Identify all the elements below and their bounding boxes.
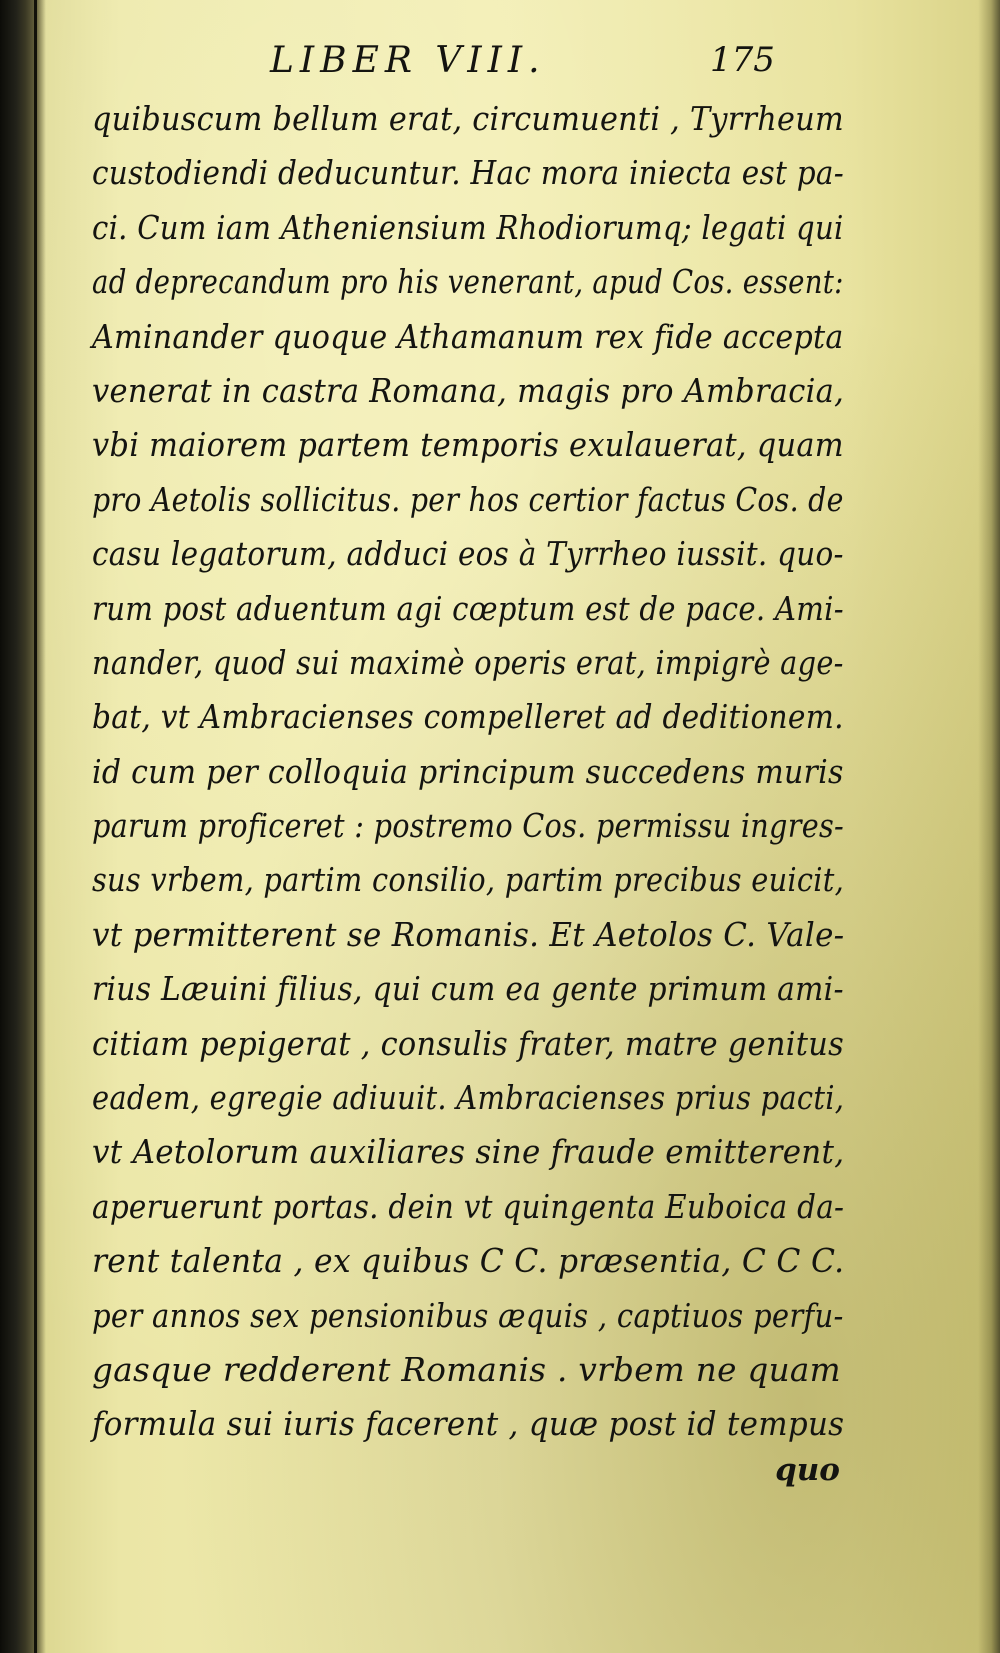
text-line: custodiendi deducuntur. Hac mora iniecta est pa- — [92, 153, 844, 193]
text-line: quibuscum bellum erat, circumuenti , Tyrrheum — [92, 99, 844, 138]
text-line: pro Aetolis sollicitus. per hos certior factus Cos. de — [92, 479, 844, 519]
text-line: vt Aetolorum auxiliares sine fraude emitterent, — [92, 1132, 845, 1172]
page-gutter-line — [34, 0, 37, 1653]
text-line: rum post aduentum agi cœptum est de pace. Ami- — [92, 588, 844, 628]
text-line: casu legatorum, adduci eos à Tyrrheo iussit. quo- — [92, 534, 844, 574]
text-line: parum proficeret : postremo Cos. permissu ingres- — [92, 806, 844, 846]
running-head: LIBER VIII. — [270, 40, 546, 81]
text-line: eadem, egregie adiuuit. Ambracienses prius pacti, — [92, 1078, 845, 1118]
text-line: vt permitterent se Romanis. Et Aetolos C. Vale- — [92, 914, 845, 954]
text-line: ci. Cum iam Atheniensium Rhodiorumq; legati qui — [92, 207, 844, 247]
text-line: nander, quod sui maximè operis erat, impigrè age- — [92, 642, 844, 682]
body-text — [92, 92, 852, 1452]
binding-shadow — [0, 0, 46, 1653]
text-line: citiam pepigerat , consulis frater, matre genitus — [92, 1023, 845, 1063]
page-header — [70, 40, 840, 88]
text-line: rius Læuini filius, qui cum ea gente primum ami- — [92, 969, 844, 1009]
text-line: aperuerunt portas. dein vt quingenta Euboica da- — [92, 1186, 845, 1226]
catchword: quo — [775, 1452, 840, 1488]
text-line: vbi maiorem partem temporis exulauerat, quam — [92, 425, 844, 465]
text-line: gasque redderent Romanis . vrbem ne quam — [92, 1349, 841, 1389]
text-line: id cum per colloquia principum succedens muris — [92, 751, 844, 791]
text-line: sus vrbem, partim consilio, partim precibus euicit, — [92, 860, 845, 900]
text-line: venerat in castra Romana, magis pro Ambracia, — [92, 370, 845, 410]
text-line: rent talenta , ex quibus C C. præsentia, C C C. — [92, 1241, 845, 1281]
text-line: Aminander quoque Athamanum rex fide accepta — [92, 316, 844, 356]
text-line: per annos sex pensionibus æquis , captiuos perfu- — [92, 1295, 844, 1335]
page-number: 175 — [710, 40, 775, 80]
text-line: ad deprecandum pro his venerant, apud Cos. essent: — [92, 262, 844, 302]
text-line: bat, vt Ambracienses compelleret ad deditionem. — [92, 697, 844, 737]
text-line: formula sui iuris facerent , quæ post id tempus — [92, 1404, 845, 1444]
page-edge-shadow — [978, 0, 1000, 1653]
